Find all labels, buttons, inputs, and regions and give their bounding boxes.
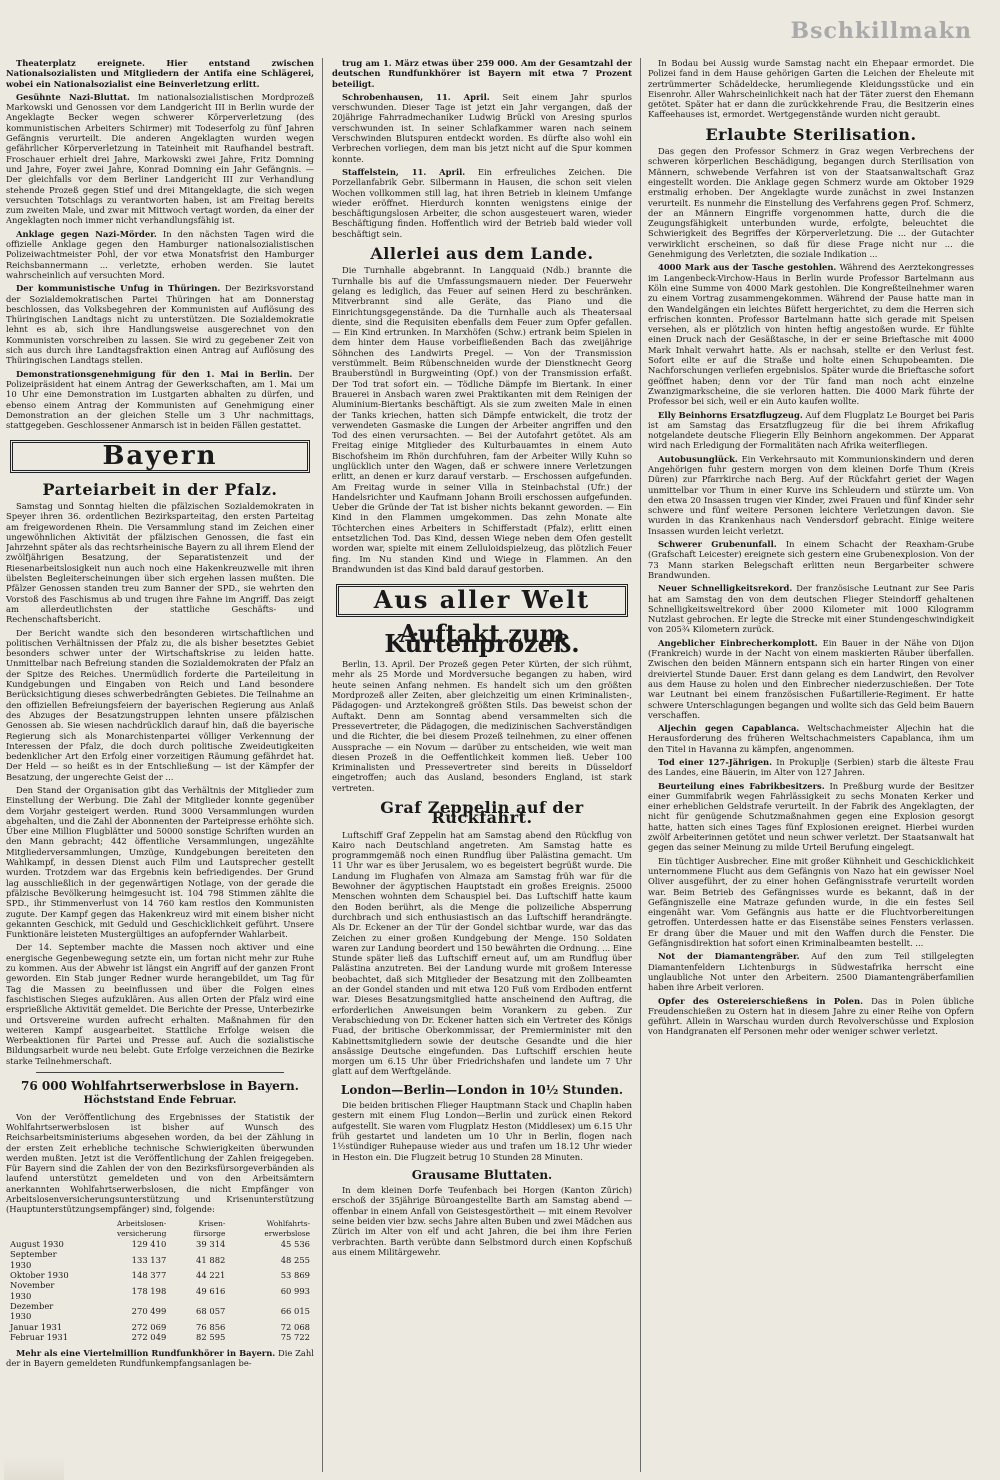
article-paragraph (6, 369, 314, 431)
article-text: Auf den zum Teil stillgelegten Diamantenfeldern Lichtenburgs in Südwestafrika herrscht eine unglaubliche Not unter den Arbeitern. 2500 Diamantengräberfamilien haben ihre Arbeit verloren. (648, 951, 974, 993)
article-text: Der Polizeipräsident hat einem Antrag der Gewerkschaften, am 1. Mai um 10 Uhr eine Demonstration im Lustgarten abhalten zu dürfen, und ebenso einem Antrag der Kommunisten auf Genehmigung einer Demonstration an der gleichen Stelle um 3 Uhr nachmittags, stattgegeben. Geschlossener Anmarsch ist in beiden Fällen gestattet. (6, 368, 314, 431)
article-lead: 4000 Mark aus der Tasche gestohlen. (658, 262, 837, 273)
article-lead: Autobusunglück. (658, 453, 738, 464)
article-lead: Der kommunistische Unfug in Thüringen. (16, 283, 221, 294)
article-text: In den nächsten Tagen wird die offizielle Anklage gegen den Hamburger nationalsozialistischen Polizeiwachtmeister Pohl, der vor etwa Monatsfrist den Hamburger Reichsbannermann ... verletzte, erhoben werden. Sie lautet wahrscheinlich auf versuchten Mord. (6, 228, 314, 280)
article-lead: Beurteilung eines Fabrikbesitzers. (658, 780, 825, 791)
column-rule (640, 58, 641, 1472)
table-cell: September 1930 (10, 1249, 57, 1270)
article-text: In Bodau bei Aussig wurde Samstag nacht ein Ehepaar ermordet. Die Polizei fand in dem Hause gehörigen Garten die Leichen der Eheleute mit zertrümmerter Schädeldecke, herumliegende Kleidungsstücke und ein Eisenrohr. Aller Wahrscheinlichkeit nach hat der Täter zuerst den Ehemann getötet. Später hat er dann die zurückkehrende Frau, die Besitzerin eines Kaffeehauses ist, ermordet. Wertgegenstände wurden nicht geraubt. (648, 58, 974, 120)
article-paragraph (332, 167, 632, 239)
article-text: Der 14. September machte die Massen noch aktiver und eine energische Gegenbewegung setzte ein, um fortan nicht mehr zur Ruhe zu kommen. Aus der Abwehr ist längst ein Angriff auf der ganzen Front geworden. Ein Stab junger Redner wurde herangebildet, um Tag für Tag die Massen zu beeinflussen und über die Folgen eines faschistischen Sieges aufzuklären. Aus allen Orten der Pfalz wird eine ersprießliche Aktivität gemeldet. Die Berichte der Presse, Unterbezirke und Ortsvereine wurden aufrecht erhalten. Maßnahmen für den weiteren Kampf ausgearbeitet. Stattliche Erfolge weisen die Werbeaktionen für Partei und Presse auf. Auch die sozialistische Bildungsarbeit wurde neu belebt. Gute Erfolge verzeichnen die Bezirke starke Teilnehmerschaft. (6, 942, 314, 1066)
article-text: Das in Polen übliche Freudenschießen zu Ostern hat in diesem Jahre zu einer Reihe von Opfern geführt. Allein in Warschau wurden durch Revolverschüsse und Explosion von Handgranaten elf Personen mehr oder weniger schwer verletzt. (648, 995, 974, 1037)
article-paragraph (648, 723, 974, 754)
section-heading: Allerlei aus dem Lande. (370, 244, 594, 264)
masthead (0, 8, 1000, 54)
article-paragraph (648, 996, 974, 1037)
article-text: Der Bezirksvorstand der Sozialdemokratischen Partei Thüringen hat am Donnerstag beschlossen, das Volksbegehren der Kommunisten auf Auflösung des Thüringischen Landtags nicht zu unterstützen. Die Sozialdemokratie lehnt es ab, sich ihre Handlungsweise ausgerechnet von den Kommunisten vorschreiben zu lassen. Sie wird zu gegebener Zeit von sich aus durch ihre Landtagsfraktion einen Antrag auf Auflösung des Thüringischen Landtags stellen. (6, 283, 314, 366)
table-cell: 72 068 (280, 1321, 310, 1332)
table-cell: 129 410 (131, 1239, 167, 1250)
table-cell: 53 869 (280, 1270, 310, 1281)
table-cell: 66 015 (280, 1306, 310, 1317)
table-cell: Januar 1931 (10, 1321, 63, 1332)
table-cell: 270 499 (131, 1306, 167, 1317)
table-cell: Dezember 1930 (10, 1300, 54, 1322)
article-text: Den Stand der Organisation gibt das Verhältnis der Mitglieder zum Einstellung der Werbung. Die Zahl der Mitglieder konnte gegenüber dem Vorjahr gesteigert werden. Rund 3000 Versammlungen wurden abgehalten, und die Zahl der Abonnenten der Parteipresse erhöhte sich. Über eine Million Flugblätter und 50000 sonstige Schriften wurden an den Mann gebracht; 442 öffentliche Versammlungen, ungezählte Mitgliederversammlungen, Umzüge, Kundgebungen bereiteten den Wahlkampf, in dessen Dienst auch Film und Lautsprecher gestellt wurden. Trotzdem war das Ergebnis kein befriedigendes. Der Grund lag ausschließlich in der gegenwärtigen Notlage, von der gerade die pfälzische Bevölkerung heimgesucht ist. 104 798 Stimmen zählte die SPD., ihr Stimmenverlust von 14 760 kam restlos den Kommunisten zugute. Der Kampf gegen das Hakenkreuz wird mit einem bisher nicht gekannten Geschick, mit Geduld und Geschicklichkeit geführt. Unsere Funktionäre leisteten Mustergültiges an aufopfernder Wahlarbeit. (6, 785, 314, 940)
statistics-table (6, 1219, 314, 1343)
article-text: In Preßburg wurde der Besitzer einer Gummifabrik wegen Fahrlässigkeit zu sechs Monaten Kerker und einer erheblichen Geldstrafe verurteilt. In der Fabrik des Angeklagten, der nicht für genügende Schutzmaßnahmen gegen eine Explosion gesorgt hatte, hatten sich eines Tages fünf Explosionen ereignet. Hierbei wurden zwölf Arbeiterinnen getötet und neun schwer verletzt. Der Staatsanwalt hat gegen das seiner Meinung zu milde Urteil Berufung eingelegt. (648, 780, 974, 853)
article-paragraph (648, 638, 974, 720)
article-headline: Auftakt zum Kürtenprozeß. (384, 618, 580, 658)
article-lead: Gesühnte Nazi-Bluttat. (16, 91, 130, 102)
table-row (6, 1270, 314, 1280)
article-text: Der französische Leutnant zur See Paris hat am Samstag den von dem deutschen Flieger Steindorff gehaltenen Schnelligkeitsweltrekord über 2000 Kilometer mit 1000 Kilogramm Nutzlast gebrochen. Er legte die Strecke mit einer Stundengeschwindigkeit von 205¾ Kilometern zurück. (648, 583, 974, 635)
divider (36, 1072, 284, 1073)
article-text: In einem Schacht der Reaxham-Grube (Grafschaft Leicester) ereignete sich gestern eine Grubenexplosion. Von der 73 Mann starken Belegschaft erlitten neun Bergarbeiter schwere Brandwunden. (648, 539, 974, 580)
article-text: Die beiden britischen Flieger Hauptmann Stack und Chaplin haben gestern mit einem Flug London—Berlin und zurück einen Rekord aufgestellt. Sie waren vom Flugplatz Heston (Middlesex) um 6.15 Uhr früh gestartet und landeten um 10 Uhr in Berlin, flogen nach 1½stündiger Ruhepause wieder aus und trafen um 18.12 Uhr wieder in Heston ein. Die Flugzeit betrug 10 Stunden 28 Minuten. (332, 1100, 632, 1162)
article-lead: Staffelstein, 11. April. (342, 166, 466, 177)
article-text: Ein Verkehrsauto mit Kommunionskindern und deren Angehörigen fuhr gestern morgen von dem kleinen Dorfe Thum (Kreis Düren) zur Pfarrkirche nach Berg. Auf der Rückfahrt geriet der Wagen unmittelbar vor Thum in einer Kurve ins Schleudern und stürzte um. Von den etwa 20 Insassen trugen vier Kinder, zwei Frauen und fünf Kinder sehr schwere und fünf weitere Personen leichtere Verletzungen davon. Sie wurden in das Krankenhaus nach Vendersdorf gebracht. Einige weitere Insassen wurden leicht verletzt. (648, 453, 974, 536)
article-text: trug am 1. März etwas über 259 000. Am der Gesamtzahl der deutschen Rundfunkhörer ist Bayern mit etwa 7 Prozent beteiligt. (332, 58, 632, 89)
article-text: Auf dem Flugplatz Le Bourget bei Paris ist am Samstag das Ersatzflugzeug für die bei ihrem Afrikaflug notgelandete deutsche Fliegerin Elly Beinhorn angekommen. Der Apparat wird nach Erledigung der Formalitäten nach Afrika weiterfliegen. (648, 409, 974, 451)
column-2 (332, 58, 632, 1472)
table-cell: 272 069 (131, 1321, 167, 1332)
table-header: Wohlfahrts-erwerbslose (264, 1218, 310, 1238)
article-paragraph (6, 283, 314, 365)
article-paragraph (648, 262, 974, 406)
article-paragraph (648, 781, 974, 853)
table-cell: 39 314 (196, 1239, 226, 1250)
article-lead: Neuer Schnelligkeitsrekord. (658, 583, 793, 594)
table-cell: November 1930 (10, 1280, 55, 1301)
article-text: Ein tüchtiger Ausbrecher. Eine mit großer Kühnheit und Geschicklichkeit unternommene Flucht aus dem Gefängnis von Nazo hat ein gewisser Noel Oliver ausgeführt, der zu einer hohen Gefängnisstrafe verurteilt worden war. Beim Betrieb des Gefängnisses wurde es bekannt, daß in der Gefängniszelle eine Matraze gefunden wurde, in die ein festes Seil eingenäht war. Vom Gefängnis aus hatte er die Fluchtvorbereitungen getroffen. Unterdessen hatte er das Eisenstäbe seines Fensters verlassen. Er drang über die Mauer und mit den Waffen durch die Fenster. Die Gefängnisdirektion hat sofort einen Kriminalbeamten bestellt. ... (648, 855, 974, 949)
table-cell: 48 255 (280, 1254, 310, 1265)
article-text: In Prokuplje (Serbien) starb die älteste Frau des Landes, eine Bäuerin, im Alter von 127 Jahren. (648, 757, 974, 778)
article-lead: Anklage gegen Nazi-Mörder. (16, 228, 157, 239)
article-lead: Schwerer Grubenunfall. (658, 539, 777, 550)
article-text: Weltschachmeister Aljechin hat die Herausforderung des früheren Weltschachmeisters Capablanca, ihm um den Titel in Havanna zu kämpfen, angenommen. (648, 723, 974, 754)
article-lead: Opfer des Ostereierschießens in Polen. (658, 995, 864, 1006)
table-row (6, 1322, 314, 1332)
article-text: Die Turnhalle abgebrannt. In Langquaid (Ndb.) brannte die Turnhalle bis auf die Umfassungsmauern nieder. Der Feuerwehr gelang es lediglich, das Feuer auf seinen Herd zu beschränken. Mitverbrannt sind alle Geräte, das Piano und die Einrichtungsgegenstände. Da die Turnhalle auch als Theatersaal diente, sind die Requisiten ebenfalls dem Feuer zum Opfer gefallen. — Ein Kind ertrunken. In Marxhöfen (Schw.) ertrank beim Spielen in dem hinter dem Hause vorbeifließenden Bach das zweijährige Söhnchen des Landwirts Pregel. — Von der Transmission verstümmelt. Beim Rübenschneiden wurde der Dienstknecht Georg Brauberstündl in Burgweinting (Opf.) von der Transmission erfaßt. Der Tod trat sofort ein. — Tödliche Dämpfe im Biertank. In einer Brauerei in Ansbach waren zwei Praktikanten mit dem Reinigen der Aluminium-Biertanks beschäftigt. Als sie zum zweiten Male in einen der Tanks kriechen, hatten sich Dämpfe entwickelt, die trotz der verwendeten Gasmaske die Lungen der Arbeiter angriffen und den Tod des einen verursachten. — Bei der Autofahrt getötet. Als am Freitag einige Mitglieder des Kulturbauamtes in einem Auto Bischofsheim im Rhön durchfuhren, fam der Arbeiter Willy Kuhn so unglücklich unter den Wagen, daß er schwere innere Verletzungen erlitt, an denen er kurz darauf verstarb. — Erschossen aufgefunden. Am Freitag wurde in seiner Villa in Steinbachstal (Ufr.) der Handelsrichter und Kaufmann Johann Broili erschossen aufgefunden. Ueber die Gründe der Tat ist bisher nichts bekannt geworden. — Ein Kind in den Flammen umgekommen. Das zehn Monate alte Töchterchen eines Arbeiters in Schifferstadt (Pfalz), erlitt einen entsetzlichen Tod. Das Kind, dessen Wiege neben dem Ofen gestellt worden war, spielte mit einem Zelluloidspielzeug, das plötzlich Feuer fing. Im Nu standen Kind und Wiege in Flammen. An den Brandwunden ist das Kind bald darauf gestorben. (332, 265, 632, 574)
article-text: Der Bericht wandte sich den besonderen wirtschaftlichen und politischen Verhältnissen der Pfalz zu, die als bisher besetztes Gebiet besonders schwer unter der Wirtschaftskrise zu leiden hatte. Unmittelbar nach Befreiung standen die Sozialdemokraten der Pfalz an der Spitze des Reiches. Unermüdlich forderte die Parteileitung in Kundgebungen und Eingaben von Reich und Land besondere Berücksichtigung dieses schwerbedrängten Gebietes. Die Teilnahme an den offiziellen Befreiungsfeiern der bayerischen Regierung aus Anlaß des Abzuges der Besatzungstruppen lehnten unsere pfälzischen Genossen ab. Sie wiesen nachdrücklich darauf hin, daß die bayerische Regierung sich als Monarchistenpartei völliger Verkennung der Interessen der Pfalz, die doch durch politische Zweideutigkeiten bedenklicher Art den Erfolg einer vorzeitigen Räumung gefährdet hat. Der Held — so heißt es in der Entschließung — ist der Kämpfer der Besatzung, der ungerechte Geist der ... (6, 627, 314, 782)
article-lead: Elly Beinhorns Ersatzflugzeug. (658, 409, 803, 420)
column-1 (6, 58, 314, 1472)
article-text: Theaterplatz ereignete. Hier entstand zwischen Nationalsozialisten und Mitgliedern der Antifa eine Schlägerei, wobei ein Nationalsozialist eine Beinverletzung erlitt. (6, 58, 314, 89)
table-cell: 44 221 (196, 1270, 226, 1281)
article-text: Ein erfreuliches Zeichen. Die Porzellanfabrik Gebr. Silbermann in Hausen, die schon seit vielen Wochen vollkommen still lag, hat ihren Betrieb in kleinem Umfange wieder eröffnet. Hierdurch konnten wenigstens einige der beschäftigungslosen Arbeiter, die schon ausgesteuert waren, wieder Beschäftigung finden. Hoffentlich wird der Betrieb bald wieder voll beschäftigt sein. (332, 166, 632, 239)
table-row (6, 1301, 314, 1322)
table-cell: Februar 1931 (10, 1331, 69, 1342)
section-box-heading: Aus aller Welt (336, 584, 628, 616)
article-lead: Schrobenhausen, 11. April. (342, 91, 490, 102)
article-paragraph (648, 951, 974, 992)
article-paragraph (648, 583, 974, 634)
table-cell: 272 049 (131, 1331, 167, 1342)
table-cell: 75 722 (280, 1331, 310, 1342)
article-text: Luftschiff Graf Zeppelin hat am Samstag abend den Rückflug von Kairo nach Deutschland angetreten. Am Samstag hatte es programmgemäß noch einen Rundflug über Palästina gemacht. Um 11 Uhr war es über Jerusalem, wo es begeistert begrüßt wurde. Die Landung im Flughafen von Almaza am Samstag früh war für die Bewohner der ägyptischen Hauptstadt ein großes Ereignis. 25000 Menschen wohnten dem Schauspiel bei. Das Luftschiff hatte kaum den Boden berührt, als die Menge die polizeiliche Absperrung durchbrach und sich enthusiastisch an das Luftschiff herandrängte. Als Dr. Eckener an der Tür der Gondel sichtbar wurde, war das das Zeichen zu einer großen Kundgebung der Menge. 150 Soldaten waren zur Landung beordert und 150 bewährten die Ordnung. ... Eine Stunde später ließ das Luftschiff erneut auf, um am Rundflug über Palästina anzutreten. Bei der Landung wurde mit großem Interesse beobachtet, daß sich Mitglieder der Besatzung mit den Zollbeamten an der Gondel standen und mit etwa 120 Fuß vom Erdboden entfernt war. Dieses Besatzungsmitglied hatte anscheinend den Auftrag, die erforderlichen Anweisungen beim Vorankern zu geben. Zur Verabschiedung von Dr. Eckener hatten sich ein Vertreter des Königs Fuad, der britische Oberkommissar, der Premierminister mit den Kabinettsmitgliedern sowie der deutsche Gesandte und die hier ansässige Deutsche eingefunden. Das Luftschiff erschien heute morgen um 6.15 Uhr über Friedrichshafen und landete um 7 Uhr glatt auf dem Werftgelände. (332, 829, 632, 1077)
article-headline: London—Berlin—London in 10½ Stunden. (340, 1082, 624, 1097)
masthead-right: Bschkillmakn (790, 18, 972, 44)
article-text: Die Zahl der in Bayern gemeldeten Rundfunkempfangsanlagen be- (6, 1348, 314, 1369)
table-cell: 45 536 (280, 1239, 310, 1250)
section-box-heading: Bayern (10, 440, 310, 472)
table-cell: 82 595 (196, 1331, 226, 1342)
article-headline: Erlaubte Sterilisation. (705, 124, 917, 144)
article-lead: Tod einer 127-Jährigen. (658, 757, 773, 767)
article-paragraph (6, 1348, 314, 1369)
article-paragraph (648, 454, 974, 536)
article-text: Während des Aerztekongresses im Langenbeck-Virchow-Haus in Berlin wurde Professor Bartelmann aus Köln eine Summe von 4000 Mark gestohlen. Die Kongreßteilnehmer waren zu einem Vortrag zusammengekommen. Während der Pause hatte man in den Wandelgängen ein leichtes Büfett hergerichtet, zu dem die Herren sich erfrischen konnten. Professor Bartelmann hatte sich gerade mit Speisen versehen, als er plötzlich von hinten heftig angestoßen wurde. Er fühlte einen Druck nach der Gesäßtasche, in der er seine Brieftasche mit 4000 Mark Inhalt verwahrt hatte. Als er nachsah, stellte er den Verlust fest. Sofort eilte er auf die Straße und holte einen Schupobeamten. Die Nachforschungen verliefen ergebnislos. Später wurde die Brieftasche sofort geöffnet haben; denn vor der Tür fand man noch acht einzelne Zwanzigmarkscheine, die sie verloren hatten. Die 4000 Mark führte der Professor bei sich, weil er ein Auto kaufen wollte. (648, 262, 974, 407)
article-lead: Not der Diamantengräber. (658, 951, 800, 962)
article-paragraph (6, 229, 314, 280)
article-lead: Mehr als eine Viertelmillion Rundfunkhörer in Bayern. (16, 1348, 276, 1359)
article-text: Das gegen den Professor Schmerz in Graz wegen Verbrechens der schweren körperlichen Beschädigung, begangen durch Sterilisation von Männern, schwebende Verfahren ist von der Staatsanwaltschaft Graz eingestellt worden. Die Anklage gegen Schmerz wurde am Oktober 1929 erstmalig erhoben. Der Angeklagte wurde zunächst in zwei Instanzen verurteilt. Es nunmehr die Einstellung des Verfahrens gegen Prof. Schmerz, der an Männern Eingriffe vorgenommen hatte, durch die die Zeugungsfähigkeit unterbunden wurde, erfolgte, beleuchtet die Schwierigkeit des Begriffes der Körperverletzung. Die ... der Gutachter verwirklicht erscheinen, so daß für diese Frage nicht nur ... die Genehmigung des Verletzten, die soziale Indikation ... (648, 146, 974, 260)
table-cell: 68 057 (196, 1306, 226, 1317)
article-lead: Aljechin gegen Capablanca. (658, 723, 800, 734)
table-header (6, 1219, 78, 1240)
article-text: Seit einem Jahr spurlos verschwunden. Dieser Tage ist jetzt ein Jahr vergangen, daß der 20jährige Fahrradmechaniker Ludwig Brückl von Aresing spurlos verschwunden ist. In seiner Schlafkammer waren nach seinem Verschwinden Blutspuren entdeckt worden. Es dürfte also wohl ein Verbrechen vorliegen, dem man bis jetzt nicht auf die Spur kommen konnte. (332, 91, 632, 164)
table-row (6, 1332, 314, 1342)
paper-stain (4, 1456, 64, 1480)
table-row (6, 1249, 314, 1270)
article-paragraph (648, 410, 974, 451)
article-headline: Parteiarbeit in der Pfalz. (42, 479, 278, 499)
article-text: Berlin, 13. April. Der Prozeß gegen Peter Kürten, der sich rühmt, mehr als 25 Morde und Mordversuche begangen zu haben, wird heute seinen Anfang nehmen. Es handelt sich um den größten Mordprozeß aller Zeiten, aber gleichzeitig um einen Kriminalisten-, Pädagogen- und Arztekongreß größten Stils. Das beweist schon der Auftakt. Denn am Sonntag abend versammelten sich die Pressevertreter, die Pädagogen, die medizinischen Sachverständigen und die Richter, die bei diesem Prozeß teilnehmen, zu einer offenen Aussprache — ein Novum — darüber zu entscheiden, wie weit man diesen Prozeß in die Oeffentlichkeit kommen ließ. Ueber 100 Kriminalisten und Pressevertreter sind bereits in Düsseldorf eingetroffen; auch das Ausland, besonders England, ist stark vertreten. (332, 659, 632, 793)
article-paragraph (332, 92, 632, 164)
article-subheadline: Höchststand Ende Februar. (83, 1095, 237, 1107)
table-row (6, 1239, 314, 1249)
table-header-row (6, 1219, 314, 1240)
table-header: Arbeitslosen-versicherung (116, 1218, 167, 1238)
article-headline: Grausame Bluttaten. (411, 1167, 553, 1182)
table-cell: 49 616 (196, 1285, 226, 1296)
column-3 (648, 58, 974, 1472)
table-cell: 178 198 (131, 1285, 167, 1296)
table-cell: 60 993 (280, 1285, 310, 1296)
article-text: Im nationalsozialistischen Mordprozeß Markowski und Genossen vor dem Landgericht III in Berlin wurde der Angeklagte Becker wegen schwerer Körperverletzung (des kommunistischen Arbeiters Schirmer) mit Todeserfolg zu fünf Jahren Gefängnis verurteilt. Die anderen Angeklagten wurden wegen gefährlicher Körperverletzung in Tateinheit mit Raufhandel bestraft. Froschauer erhielt drei Jahre, Markowski zwei Jahre, Fritz Domning und Jahre, Foyer zwei Jahre, Konrad Domning ein Jahr Gefängnis. — Der gleichfalls vor dem Berliner Landgericht III zur Verhandlung stehende Prozeß gegen Stief und drei Mitangeklagte, die sich wegen versuchten Totschlags zu verantworten haben, ist am Freitag bereits zum zweiten Male, und zwar mit Mittwoch vertagt worden, da einer der Angeklagten noch immer nicht verhandlungsfähig ist. (6, 91, 314, 226)
article-headline: 76 000 Wohlfahrtserwerbslose in Bayern. (21, 1079, 299, 1094)
article-text: Von der Veröffentlichung des Ergebnisses der Statistik der Wohlfahrtserwerbslosen ist bisher auf Wunsch des Reichsarbeitsministeriums abgesehen worden, da bei der Zählung in der ersten Zeit erhebliche technische Schwierigkeiten überwunden werden mußten. Jetzt ist die Veröffentlichung der Zahlen freigegeben. Für Bayern sind die Zahlen der von den Bezirksfürsorgeverbänden als laufend unterstützt gemeldeten und von den Arbeitsämtern anerkannten Wohlfahrtserwerbslosen, die nicht Empfänger von Arbeitslosenversicherungsunterstützung und Krisenunterstützung (Hauptunterstützungsempfänger) sind, folgende: (6, 1111, 314, 1215)
table-row (6, 1280, 314, 1301)
table-cell: August 1930 (10, 1239, 64, 1250)
table-cell: Oktober 1930 (10, 1270, 69, 1281)
table-cell: 76 856 (196, 1321, 226, 1332)
table-cell: 133 137 (131, 1254, 167, 1265)
article-lead: Angeblicher Einbrecherkomplott. (658, 637, 818, 648)
table-cell: 41 882 (196, 1254, 226, 1265)
table-cell: 148 377 (131, 1270, 167, 1281)
article-text: In dem kleinen Dorfe Teufenbach bei Horgen (Kanton Zürich) erschoß der 35jährige Büroangestellte Barth am Samstag abend — offenbar in einem Anfall von Geistesgestörtheit — mit einem Revolver seine beiden vier bzw. sechs Jahre alten Buben und zwei Mädchen aus Zürich im Alter von elf und acht Jahren, die bei ihm ihre Ferien verbrachten. Barth verübte dann Selbstmord durch einen Kopfschuß aus einem Militärgewehr. (332, 1185, 632, 1257)
article-paragraph (6, 92, 314, 226)
article-text: Samstag und Sonntag hielten die pfälzischen Sozialdemokraten in Speyer ihren 36. ordentlichen Bezirksparteitag, den ersten Parteitag am freigewordenen Rhein. Die Versammlung stand im Zeichen einer ungewöhnlichen Aktivität der pfälzischen Genossen, die fast ein Jahrzehnt später als das rechtsrheinische Bayern zu all ihrem Elend der zwölfjährigen Besatzung, der Separatistenzeit und der Riesenarbeitslosigkeit nun auch noch eine Hakenkreuzwelle mit ihren übelsten Begleiterscheinungen über sich ergehen lassen mußten. Die Pfälzer Genossen standen treu zum Banner der SPD., sie wehrten den Vorstoß des Faschismus ab und trugen ihre Fahne im Angriff. Das zeigt am allerdeutlichsten der stattliche Geschäfts- und Rechenschaftsbericht. (6, 500, 314, 625)
article-lead: Demonstrationsgenehmigung für den 1. Mai in Berlin. (16, 368, 293, 379)
table-header: Krisen-fürsorge (193, 1218, 226, 1238)
article-paragraph (648, 757, 974, 778)
article-text: Ein Bauer in der Nähe von Dijon (Frankreich) wurde in der Nacht von einem maskierten Räuber überfallen. Zwischen den beiden Männern entspann sich ein harter Ringen von einer dreiviertel Stunde Dauer. Erst dann gelang es dem Landwirt, den Revolver aus dem Hause zu holen und den Einbrecher niederzuschießen. Der Tote war Leutnant bei einem französischen Fußartillerie-Regiment. Er hatte schwere Unterschlagungen begangen und wollte sich das Geld beim Bauern verschaffen. (648, 637, 974, 720)
article-headline: Graf Zeppelin auf der Rückfahrt. (380, 798, 584, 828)
column-rule (322, 58, 323, 1472)
article-paragraph (648, 539, 974, 580)
